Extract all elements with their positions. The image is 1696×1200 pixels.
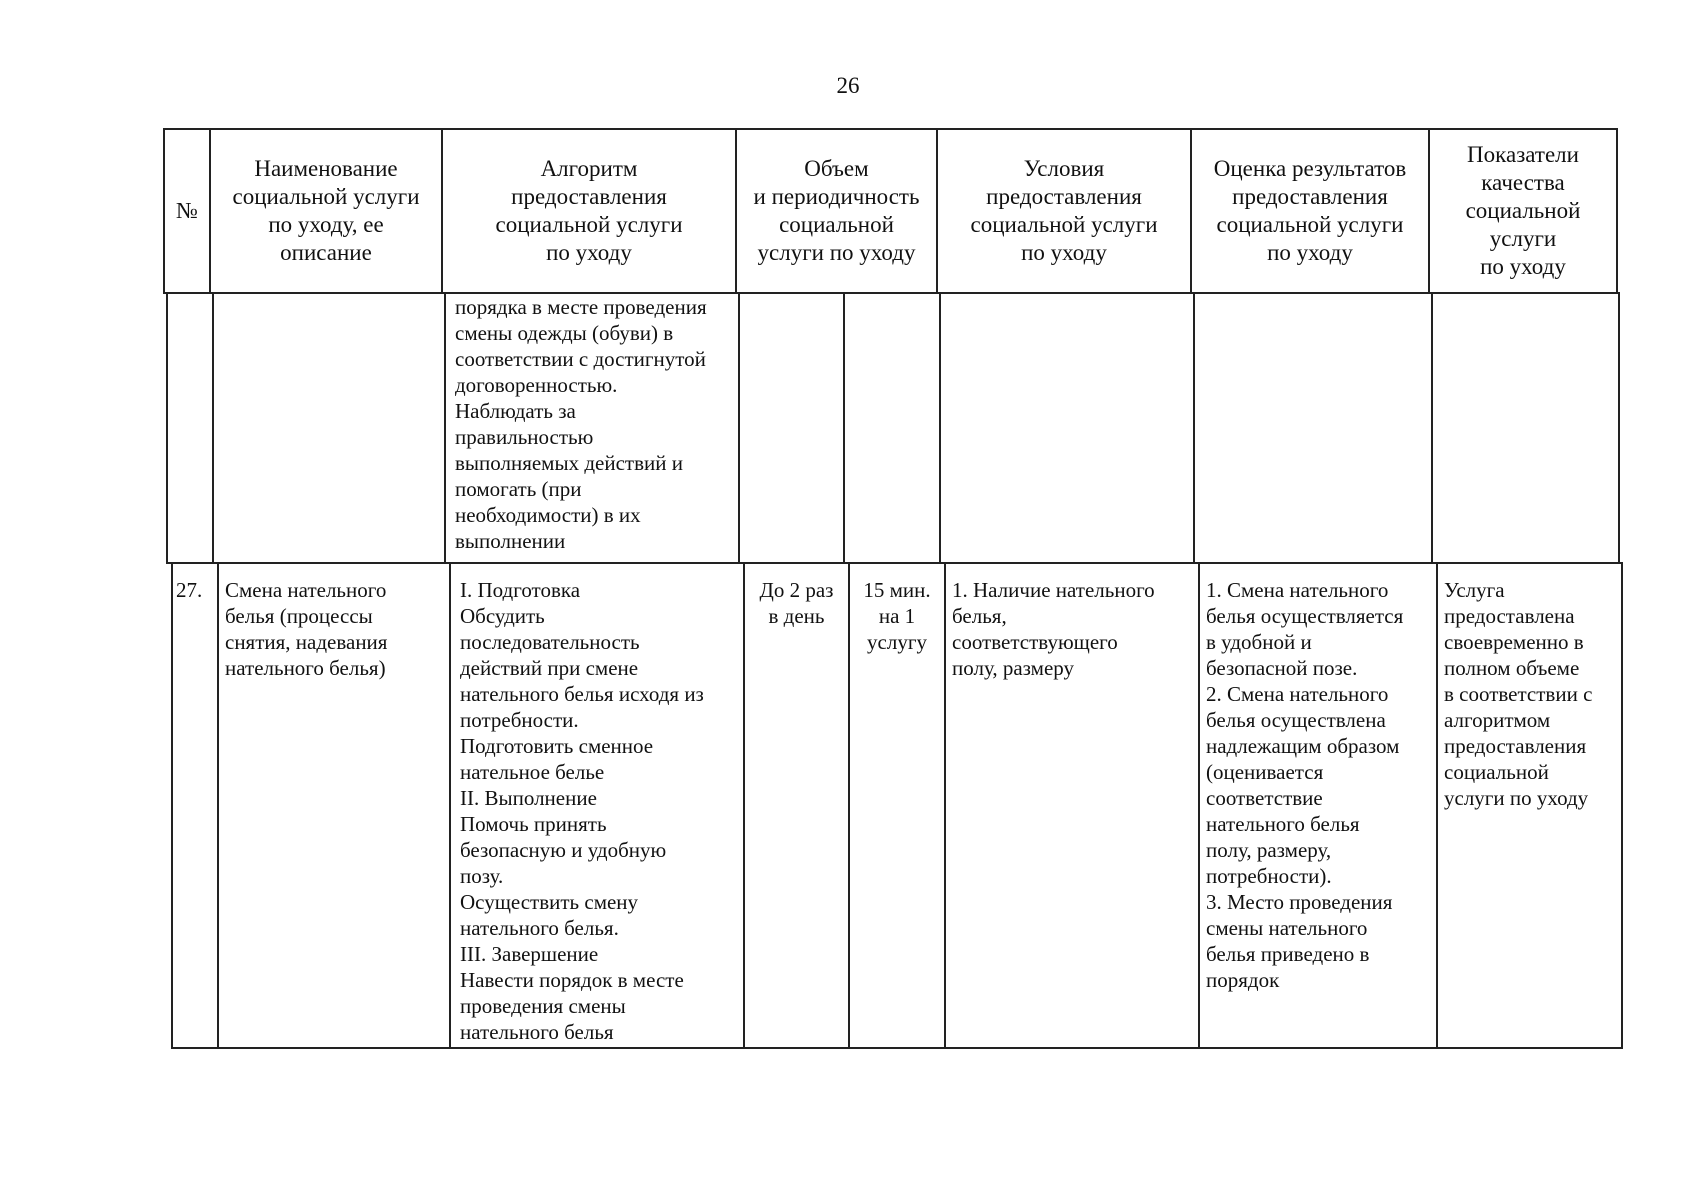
table-bottom-border xyxy=(171,1047,1623,1049)
row2-algorithm: I. Подготовка Обсудить последовательность действий при смене нательного белья исходя из потребности. Подготовить сменное нательное белье II. Выполнение Помочь принять безопасную и удобную позу. Осуществить смену нательного белья. III. Завершение Навести порядок в месте проведения смены нательного белья xyxy=(460,578,704,1044)
row2-conditions: 1. Наличие нательного белья, соответствующего полу, размеру xyxy=(952,578,1155,680)
col-border-0c xyxy=(171,562,173,1049)
row2-name: Смена нательного белья (процессы снятия, надевания нательного белья) xyxy=(225,578,388,680)
row2-quality: Услуга предоставлена своевременно в полном объеме в соответствии с алгоритмом предоставления социальной услуги по уходу xyxy=(1444,578,1593,810)
col-border-0b xyxy=(166,292,168,564)
col-border-2c xyxy=(449,562,451,1049)
header-evaluation: Оценка результатов предоставления социальной услуги по уходу xyxy=(1213,156,1407,265)
header-bottom-border xyxy=(163,292,1618,294)
col-border-4c xyxy=(944,562,946,1049)
col-border-1b xyxy=(212,292,214,564)
header-quality: Показатели качества социальной услуги по уходу xyxy=(1465,142,1581,279)
col-border-4b xyxy=(939,292,941,564)
col-border-3-sub xyxy=(843,292,845,564)
page-number: 26 xyxy=(836,73,860,98)
col-border-5b xyxy=(1193,292,1195,564)
row2-volume: До 2 раз в день xyxy=(759,578,834,628)
row2-num: 27. xyxy=(176,578,203,602)
row1-algorithm: порядка в месте проведения смены одежды (обуви) в соответствии с достигнутой договоренностью. Наблюдать за правильностью выполняемых действий и помогать (при необходимости) в их выполнении xyxy=(455,295,707,553)
col-border-6c xyxy=(1436,562,1438,1049)
col-border-7b xyxy=(1618,292,1620,564)
header-algorithm: Алгоритм предоставления социальной услуги по уходу xyxy=(495,156,683,265)
header-volume: Объем и периодичность социальной услуги по уходу xyxy=(753,156,920,265)
col-border-2b xyxy=(444,292,446,564)
row2-periodicity: 15 мин. на 1 услугу xyxy=(863,578,931,654)
col-border-6b xyxy=(1431,292,1433,564)
header-name: Наименование социальной услуги по уходу, ее описание xyxy=(232,156,420,265)
col-border-1c xyxy=(217,562,219,1049)
header-num: № xyxy=(176,198,198,223)
col-border-5c xyxy=(1198,562,1200,1049)
row-divider xyxy=(166,562,1621,564)
col-border-7 xyxy=(1616,128,1618,294)
row2-evaluation: 1. Смена нательного белья осуществляется в удобной и безопасной позе. 2. Смена нательного белья осуществлена надлежащим образом (оценивается соответствие нательного белья полу, размеру, потребности). 3. Место проведения смены нательного белья приведено в порядок xyxy=(1206,578,1404,992)
col-border-7c xyxy=(1621,562,1623,1049)
header-conditions: Условия предоставления социальной услуги по уходу xyxy=(970,156,1158,265)
